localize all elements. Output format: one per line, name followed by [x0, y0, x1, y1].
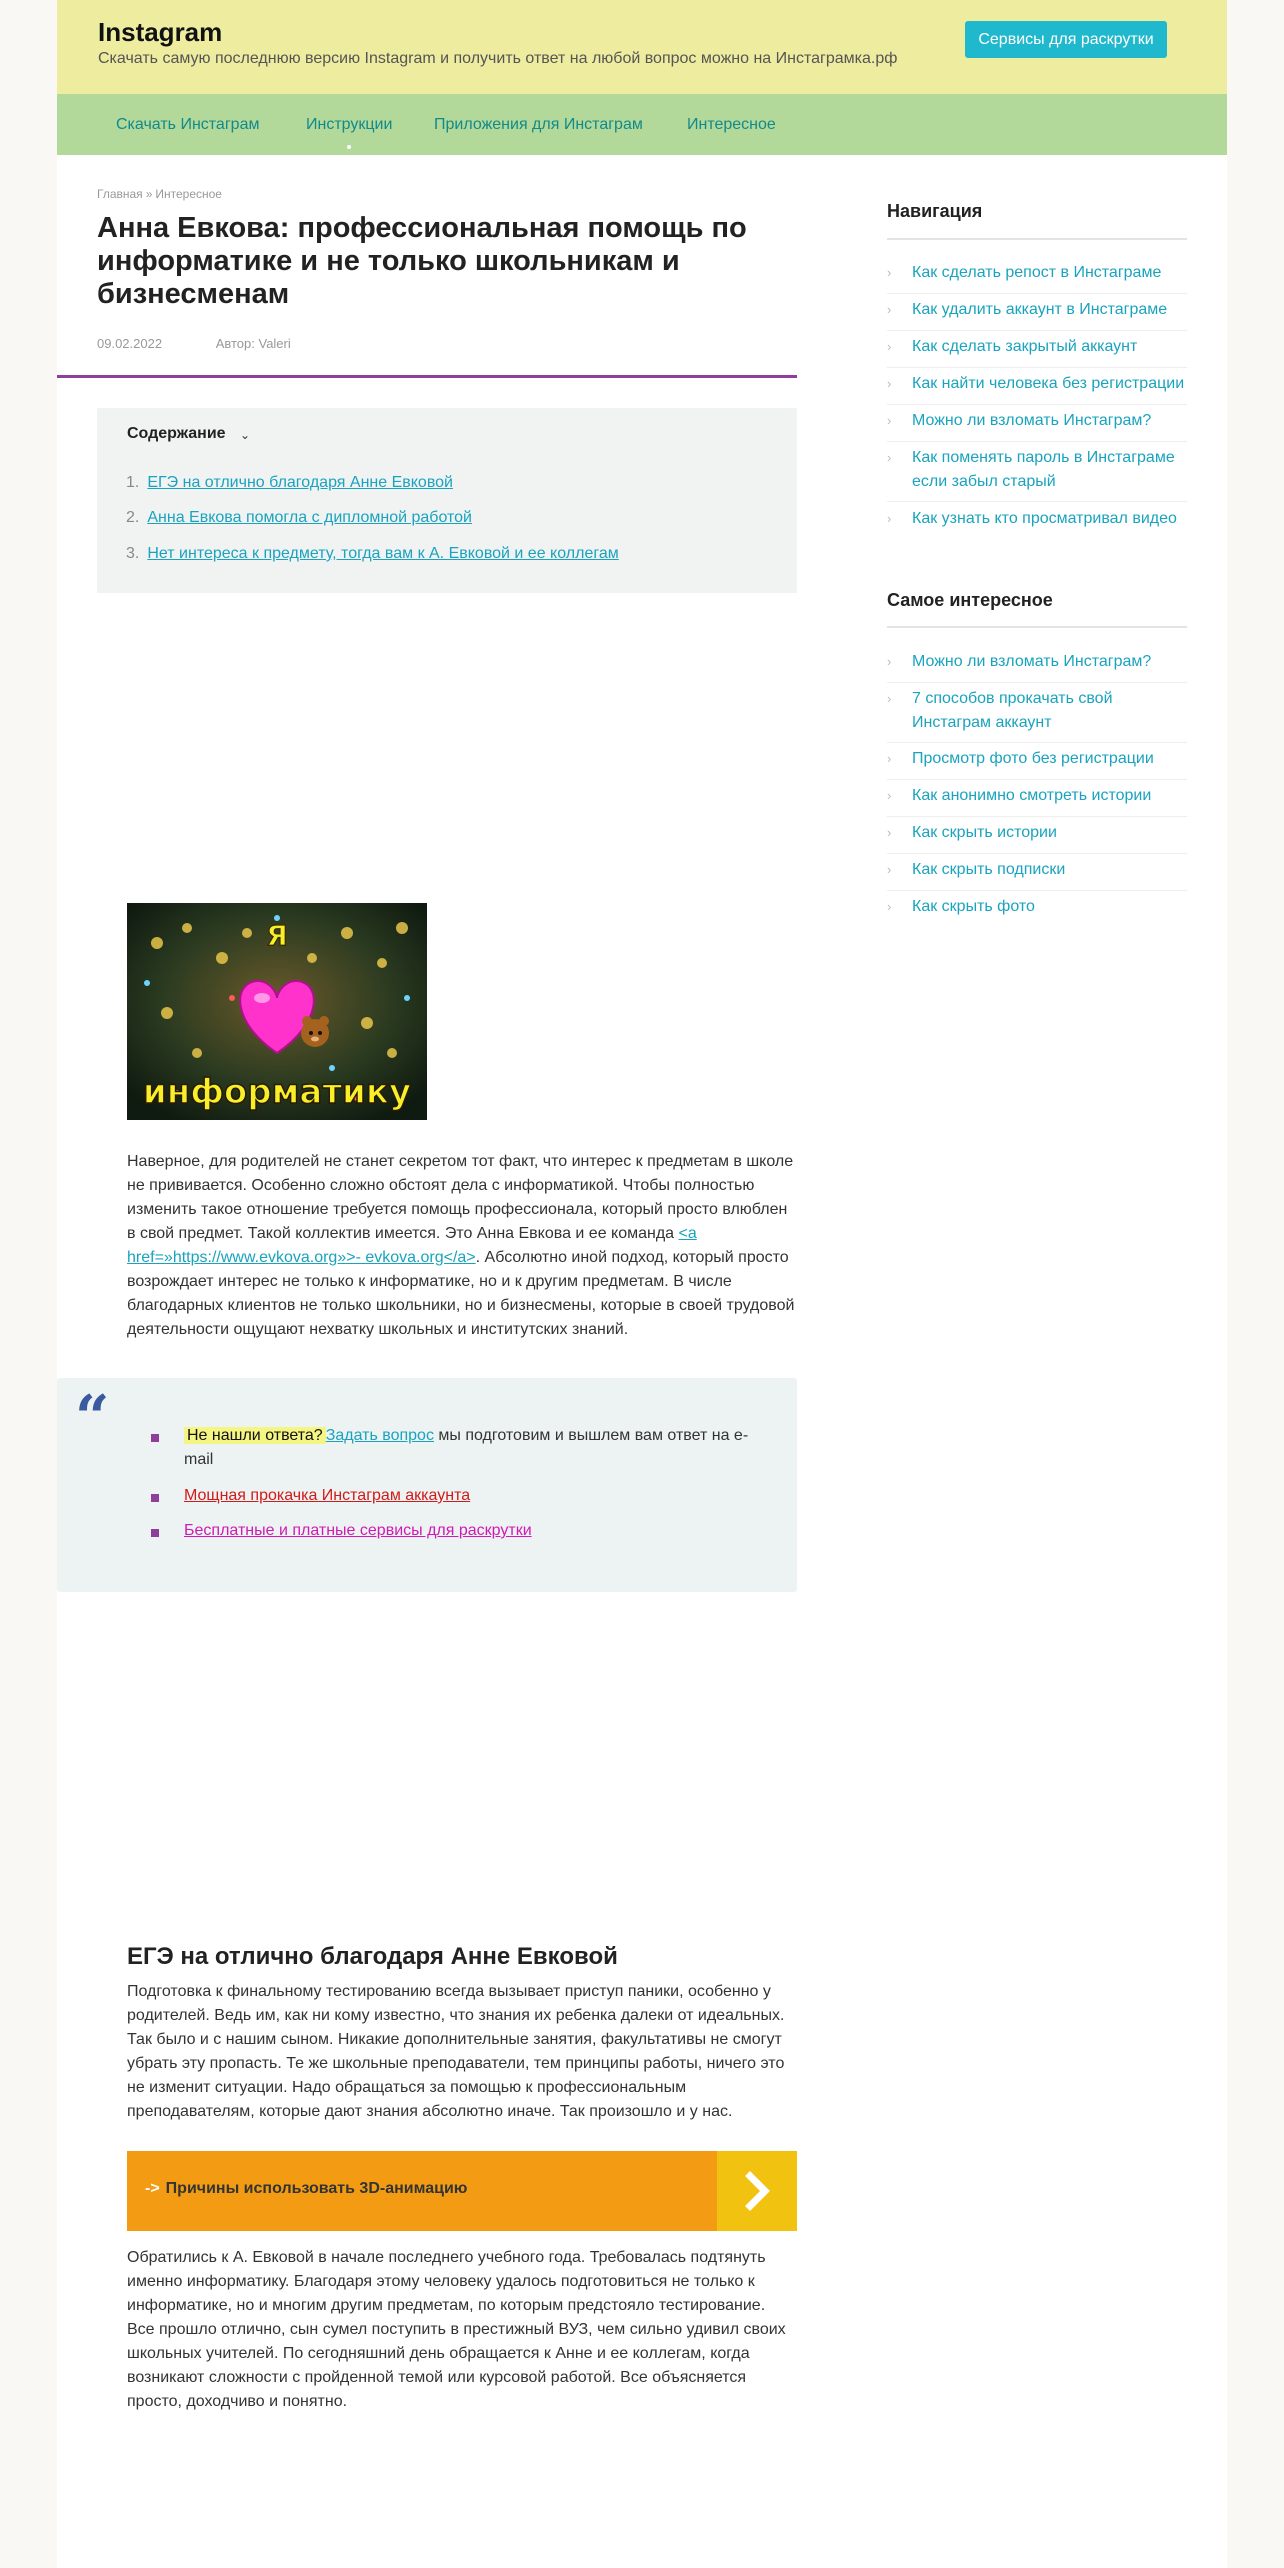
article-image-art	[127, 903, 427, 1120]
toc-item	[126, 509, 472, 527]
toc-item	[126, 545, 619, 563]
toc-item	[126, 474, 453, 492]
ad-placeholder	[127, 1610, 797, 1910]
highlight-text: Не нашли ответа?	[184, 1427, 326, 1444]
sidebar-nav-item[interactable]: › Как сделать репост в Инстаграме	[887, 261, 1187, 294]
toc-link[interactable]: Нет интереса к предмету, тогда вам к А. Евковой и ее коллегам	[147, 545, 619, 562]
promo-services-link[interactable]: Бесплатные и платные сервисы для раскрутки	[184, 1522, 532, 1539]
nav-item-apps[interactable]: Приложения для Инстаграм	[434, 116, 643, 133]
chevron-right-icon[interactable]	[717, 2151, 797, 2231]
page	[57, 0, 1227, 2568]
chevron-right-icon: ›	[887, 691, 892, 706]
image-text-top: Я	[266, 919, 288, 952]
chevron-right-icon: ›	[887, 899, 892, 914]
breadcrumb	[97, 187, 222, 201]
image-text-bottom: информатику	[142, 1072, 412, 1112]
dropdown-dot-icon	[347, 145, 351, 149]
toc-item-number: 2.	[126, 509, 140, 526]
section-heading: ЕГЭ на отлично благодаря Анне Евковой	[127, 1943, 618, 1970]
chevron-right-icon: ›	[887, 339, 892, 354]
chevron-right-icon: ›	[887, 751, 892, 766]
sidebar-nav-item[interactable]: › Как сделать закрытый аккаунт	[887, 335, 1187, 368]
sidebar-divider	[887, 238, 1187, 240]
instagram-boost-link[interactable]: Мощная прокачка Инстаграм аккаунта	[184, 1487, 471, 1504]
site-description: Скачать самую последнюю версию Instagram и получить ответ на любой вопрос можно на Инстаграмка.рф	[98, 50, 898, 67]
sidebar-nav-item[interactable]: › Как узнать кто просматривал видео	[887, 507, 1187, 537]
chevron-right-icon: ›	[887, 862, 892, 877]
list-item	[184, 1484, 764, 1508]
toc-title[interactable]: Содержание	[127, 425, 226, 442]
nav-item-interesting[interactable]: Интересное	[687, 116, 776, 133]
related-post-label[interactable]: -> Причины использовать 3D-анимацию	[145, 2180, 468, 2197]
article-image	[127, 903, 427, 1120]
article-paragraph: Подготовка к финальному тестированию всегда вызывает приступ паники, особенно у родителей. Ведь им, как ни кому известно, что знания их ребенка далеки от идеальных. Так было и с нашим сыном. Никакие дополнительные занятия, факультативы не смогут убрать эту пропасть. Те же школьные преподаватели, тем принципы работы, ничего это не изменит ситуации. Надо обращаться за помощью к профессиональным преподавателям, которые дают знания абсолютно иначе. Так произошло и у нас.	[127, 1983, 785, 2120]
list-bullet-icon	[151, 1494, 159, 1502]
sidebar-interesting-item[interactable]: › Как скрыть фото	[887, 895, 1187, 925]
sidebar-interesting-item[interactable]: › Как скрыть истории	[887, 821, 1187, 854]
list-item: Не нашли ответа? Задать вопрос мы подготовим и вышлем вам ответ на e-mail	[184, 1427, 749, 1468]
article-paragraph: Обратились к А. Евковой в начале последнего учебного года. Требовалась подтянуть именно информатику. Благодаря этому человеку удалось подготовиться не только к информатике, но и многим другим предметам, по которым предстояло тестирование. Все прошло отлично, сын сумел поступить в престижный ВУЗ, чем сильно удивил своих школьных учителей. По сегодняшний день обращается к Анне и ее коллегам, когда возникают сложности с пройденной темой или курсовой работой. Все объясняется просто, доходчиво и понятно.	[127, 2249, 786, 2410]
sidebar-interesting-item[interactable]: › 7 способов прокачать свой Инстаграм аккаунт	[887, 687, 1187, 743]
chevron-right-icon: ›	[887, 654, 892, 669]
chevron-right-icon: ›	[887, 413, 892, 428]
sidebar-interesting-item[interactable]: › Как анонимно смотреть истории	[887, 784, 1187, 817]
chevron-right-icon: ›	[887, 788, 892, 803]
toc-item-number: 1.	[126, 474, 140, 491]
table-of-contents	[97, 408, 797, 593]
breadcrumb-separator: »	[145, 187, 153, 201]
toc-link[interactable]: Анна Евкова помогла с дипломной работой	[147, 509, 472, 526]
arrow-icon: ->	[145, 2180, 160, 2197]
main-nav	[57, 94, 1227, 155]
related-post-banner[interactable]	[127, 2151, 797, 2231]
evkova-link[interactable]: <a href=»https://www.evkova.org»>- evkova.org</a>	[127, 1225, 697, 1266]
quote-block	[57, 1378, 797, 1592]
chevron-right-icon: ›	[887, 265, 892, 280]
post-date: 09.02.2022	[97, 336, 163, 351]
sidebar-nav-item[interactable]: › Как поменять пароль в Инстаграме если забыл старый	[887, 446, 1187, 502]
site-title[interactable]: Instagram	[98, 17, 223, 47]
chevron-right-icon: ›	[887, 511, 892, 526]
sidebar-nav-item[interactable]: › Как удалить аккаунт в Инстаграме	[887, 298, 1187, 331]
ad-placeholder	[127, 610, 797, 870]
promo-services-button[interactable]: Сервисы для раскрутки	[965, 21, 1167, 58]
chevron-right-icon: ›	[887, 825, 892, 840]
breadcrumb-current[interactable]: Интересное	[155, 187, 222, 201]
sidebar-interesting-item[interactable]: › Просмотр фото без регистрации	[887, 747, 1187, 780]
nav-item-instructions[interactable]: Инструкции	[306, 94, 392, 155]
site-header	[57, 0, 1227, 94]
article-paragraph: Наверное, для родителей не станет секретом тот факт, что интерес к предметам в школе не прививается. Особенно сложно обстоят дела с информатикой. Чтобы полностью изменить такое отношение требуется помощь профессионала, который просто влюблен в свой предмет. Такой коллектив имеется. Это Анна Евкова и ее команда <a href=»https://www.evkova.org»>- evkova.org</a>. Абсолютно иной подход, который просто возрождает интерес не только к информатике, но и к другим предметам. В числе благодарных клиентов не только школьники, но и бизнесмены, которые в своей трудовой деятельности ощущают нехватку школьных и институтских знаний.	[127, 1153, 795, 1338]
sidebar-divider	[887, 626, 1187, 628]
chevron-down-icon[interactable]: ⌄	[240, 428, 251, 442]
nav-item-download[interactable]: Скачать Инстаграм	[116, 116, 260, 133]
list-item	[184, 1519, 764, 1543]
toc-link[interactable]: ЕГЭ на отлично благодаря Анне Евковой	[147, 474, 453, 491]
post-author: Автор: Valeri	[215, 336, 291, 351]
chevron-right-icon: ›	[887, 450, 892, 465]
ask-question-link[interactable]: Задать вопрос	[325, 1427, 434, 1444]
title-divider	[57, 375, 797, 378]
toc-item-number: 3.	[126, 545, 140, 562]
sidebar-interesting-item[interactable]: › Как скрыть подписки	[887, 858, 1187, 891]
sidebar-interesting-title: Самое интересное	[887, 590, 1053, 610]
quote-icon: “	[75, 1383, 110, 1453]
sidebar-nav-item[interactable]: › Можно ли взломать Инстаграм?	[887, 409, 1187, 442]
list-bullet-icon	[151, 1434, 159, 1442]
sidebar-nav-item[interactable]: › Как найти человека без регистрации	[887, 372, 1187, 405]
list-bullet-icon	[151, 1529, 159, 1537]
chevron-right-icon: ›	[887, 302, 892, 317]
post-meta	[97, 336, 291, 351]
sidebar-interesting-item[interactable]: › Можно ли взломать Инстаграм?	[887, 650, 1187, 683]
chevron-right-icon: ›	[887, 376, 892, 391]
breadcrumb-home[interactable]: Главная	[97, 187, 143, 201]
sidebar-nav-title: Навигация	[887, 201, 983, 221]
page-title: Анна Евкова: профессиональная помощь по информатике и не только школьникам и бизнесменам	[97, 212, 747, 310]
